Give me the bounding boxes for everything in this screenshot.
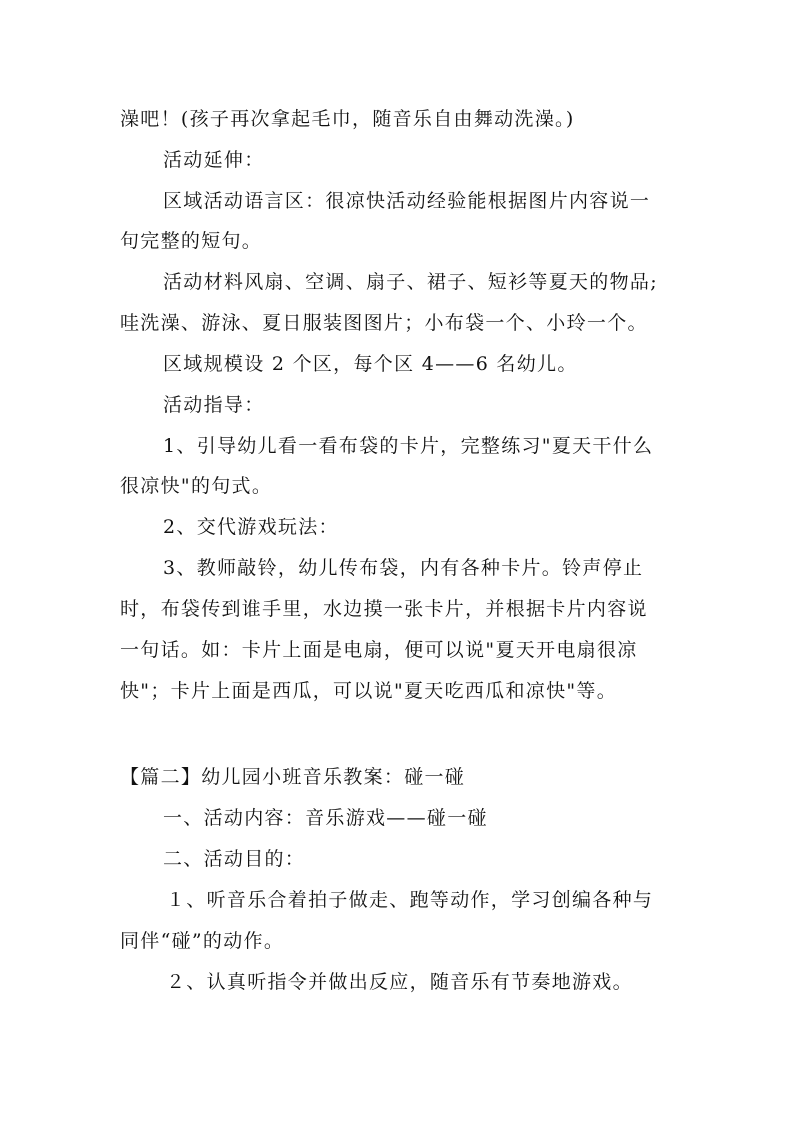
text-line: １、听音乐合着拍子做走、跑等动作，学习创编各种与 bbox=[166, 889, 654, 911]
text-line: 区域规模设 2 个区，每个区 4——6 名幼儿。 bbox=[163, 353, 578, 375]
text-line: 一、活动内容：音乐游戏——碰一碰 bbox=[163, 807, 488, 829]
section-heading: 活动指导： bbox=[163, 394, 265, 416]
text-line: 区域活动语言区：很凉快活动经验能根据图片内容说一 bbox=[163, 190, 651, 212]
text-line: 3、教师敲铃，幼儿传布袋，内有各种卡片。铃声停止 bbox=[163, 557, 644, 579]
text-line: 句完整的短句。 bbox=[120, 230, 263, 252]
section-heading: 活动延伸： bbox=[163, 149, 265, 171]
text-line: 时，布袋传到谁手里，水边摸一张卡片，并根据卡片内容说 bbox=[120, 598, 648, 620]
text-line: 1、引导幼儿看一看布袋的卡片，完整练习"夏天干什么 bbox=[163, 435, 654, 457]
text-line: 澡吧！(孩子再次拿起毛巾，随音乐自由舞动洗澡。) bbox=[120, 108, 575, 130]
text-line: 很凉快"的句式。 bbox=[120, 475, 273, 497]
text-line: 活动材料风扇、空调、扇子、裙子、短衫等夏天的物品; bbox=[163, 271, 658, 293]
text-line: 二、活动目的： bbox=[163, 848, 306, 870]
text-line: 哇洗澡、游泳、夏日服装图图片；小布袋一个、小玲一个。 bbox=[120, 312, 648, 334]
text-line: 一句话。如：卡片上面是电扇，便可以说"夏天开电扇很凉 bbox=[120, 639, 638, 661]
text-line: 同伴“碰”的动作。 bbox=[120, 930, 285, 952]
text-line: 2、交代游戏玩法： bbox=[163, 516, 339, 538]
chapter-heading: 【篇二】幼儿园小班音乐教案：碰一碰 bbox=[120, 766, 466, 788]
text-line: 快"；卡片上面是西瓜，可以说"夏天吃西瓜和凉快"等。 bbox=[120, 680, 618, 702]
text-line: ２、认真听指令并做出反应，随音乐有节奏地游戏。 bbox=[166, 971, 633, 993]
